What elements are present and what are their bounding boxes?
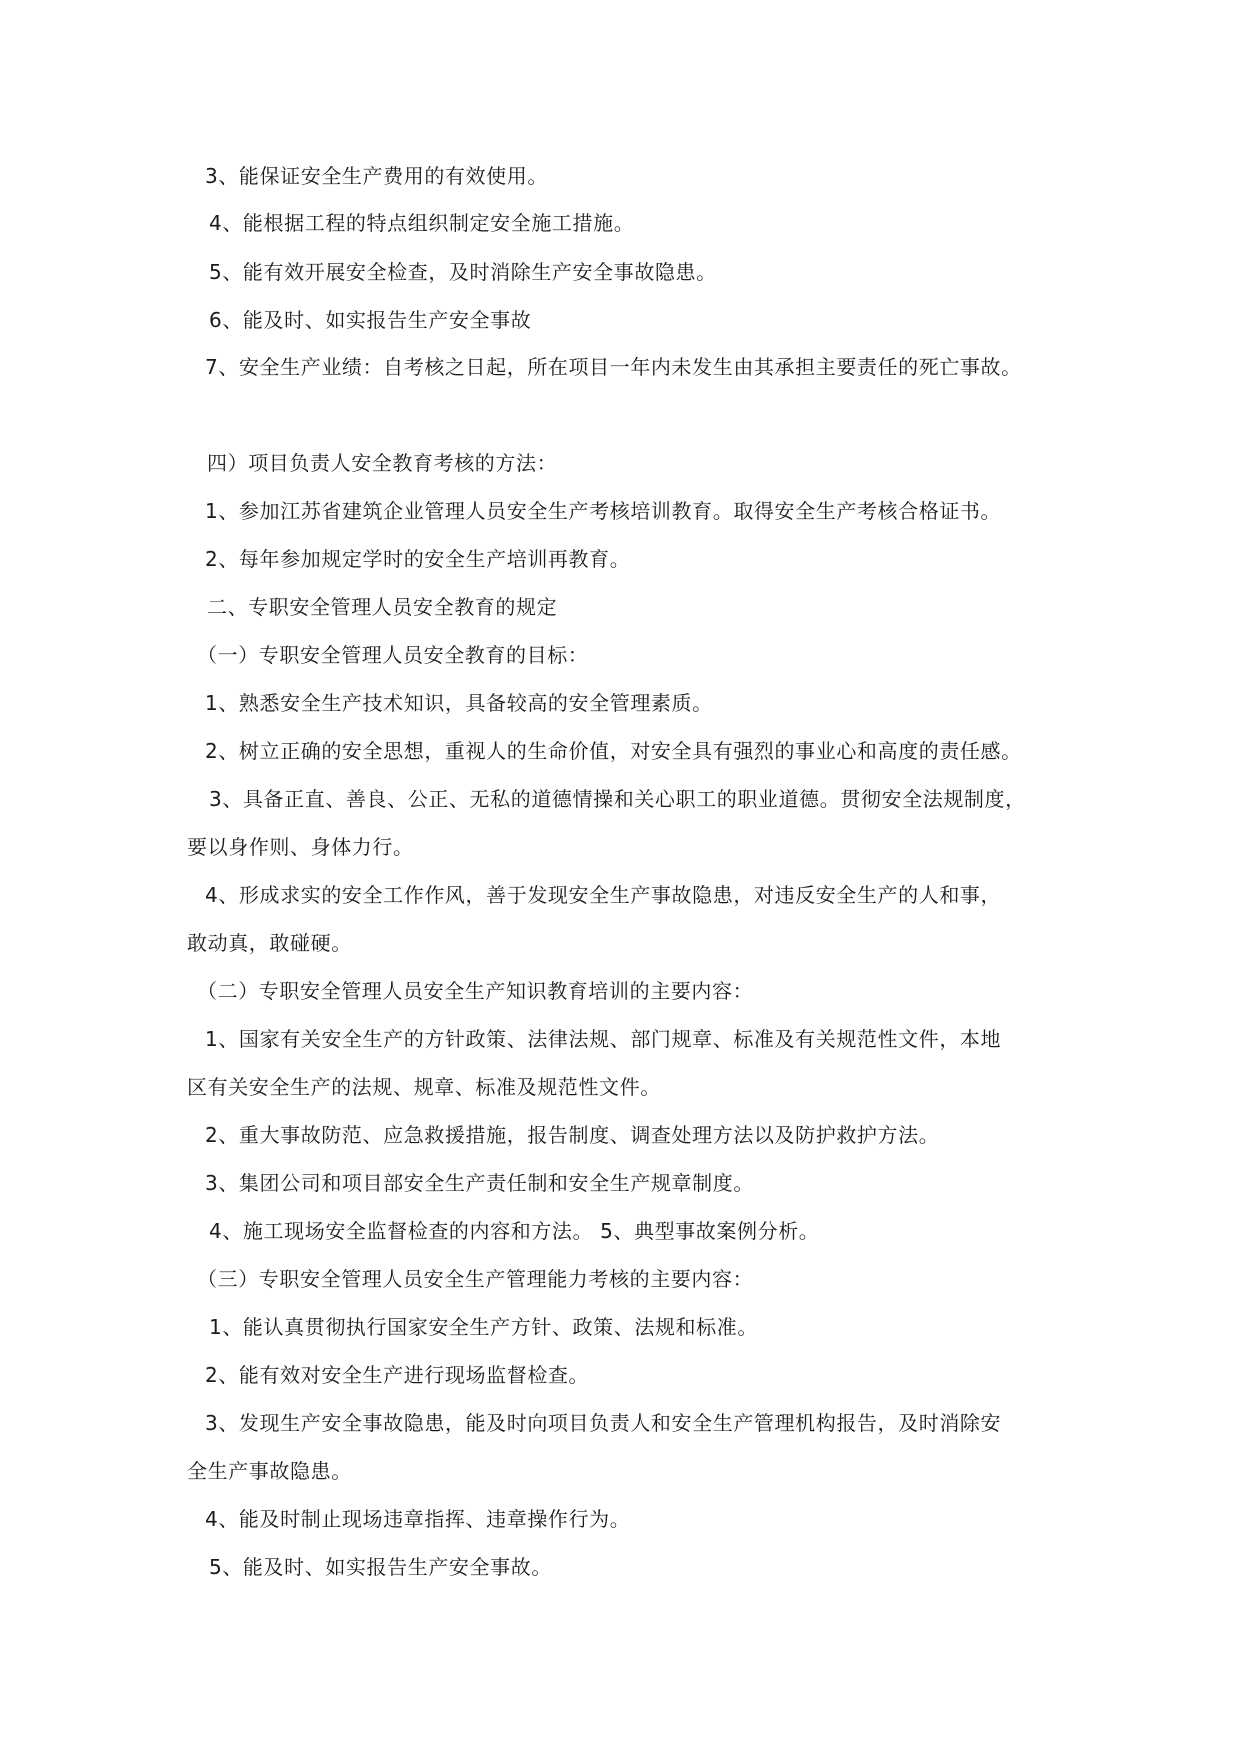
text-line: 3、具备正直、善良、公正、无私的道德情操和关心职工的职业道德。贯彻安全法规制度， — [209, 787, 1026, 811]
text-line: 要以身作则、身体力行。 — [187, 835, 414, 859]
text-line: 4、施工现场安全监督检查的内容和方法。 5、典型事故案例分析。 — [209, 1219, 820, 1243]
text-line: 1、参加江苏省建筑企业管理人员安全生产考核培训教育。取得安全生产考核合格证书。 — [205, 499, 1002, 523]
text-line: 1、熟悉安全生产技术知识，具备较高的安全管理素质。 — [205, 691, 713, 715]
text-line: 1、能认真贯彻执行国家安全生产方针、政策、法规和标准。 — [209, 1315, 758, 1339]
text-line: 6、能及时、如实报告生产安全事故 — [209, 308, 532, 332]
text-line: 2、树立正确的安全思想，重视人的生命价值，对安全具有强烈的事业心和高度的责任感。 — [205, 739, 1022, 763]
text-line: 2、重大事故防范、应急救援措施，报告制度、调查处理方法以及防护救护方法。 — [205, 1123, 940, 1147]
text-line: 3、发现生产安全事故隐患，能及时向项目负责人和安全生产管理机构报告，及时消除安 — [205, 1411, 1002, 1435]
text-line: 4、能根据工程的特点组织制定安全施工措施。 — [209, 211, 635, 235]
text-line: 全生产事故隐患。 — [187, 1459, 352, 1483]
text-line: 2、能有效对安全生产进行现场监督检查。 — [205, 1363, 590, 1387]
subsection-heading: （三）专职安全管理人员安全生产管理能力考核的主要内容： — [197, 1267, 754, 1291]
section-heading: 四）项目负责人安全教育考核的方法： — [207, 451, 558, 475]
text-line: 敢动真，敢碰硬。 — [187, 931, 352, 955]
text-line: 区有关安全生产的法规、规章、标准及规范性文件。 — [187, 1075, 661, 1099]
text-line: 3、集团公司和项目部安全生产责任制和安全生产规章制度。 — [205, 1171, 754, 1195]
text-line: 7、安全生产业绩：自考核之日起，所在项目一年内未发生由其承担主要责任的死亡事故。 — [205, 355, 1022, 379]
text-line: 2、每年参加规定学时的安全生产培训再教育。 — [205, 547, 631, 571]
section-heading: 二、专职安全管理人员安全教育的规定 — [207, 595, 558, 619]
subsection-heading: （一）专职安全管理人员安全教育的目标： — [197, 643, 589, 667]
text-line: 4、形成求实的安全工作作风，善于发现安全生产事故隐患，对违反安全生产的人和事， — [205, 883, 1002, 907]
text-line: 3、能保证安全生产费用的有效使用。 — [205, 164, 548, 188]
text-line: 5、能及时、如实报告生产安全事故。 — [209, 1555, 552, 1579]
text-line: 4、能及时制止现场违章指挥、违章操作行为。 — [205, 1507, 631, 1531]
text-line: 5、能有效开展安全检查，及时消除生产安全事故隐患。 — [209, 260, 717, 284]
text-line: 1、国家有关安全生产的方针政策、法律法规、部门规章、标准及有关规范性文件，本地 — [205, 1027, 1002, 1051]
subsection-heading: （二）专职安全管理人员安全生产知识教育培训的主要内容： — [197, 979, 754, 1003]
